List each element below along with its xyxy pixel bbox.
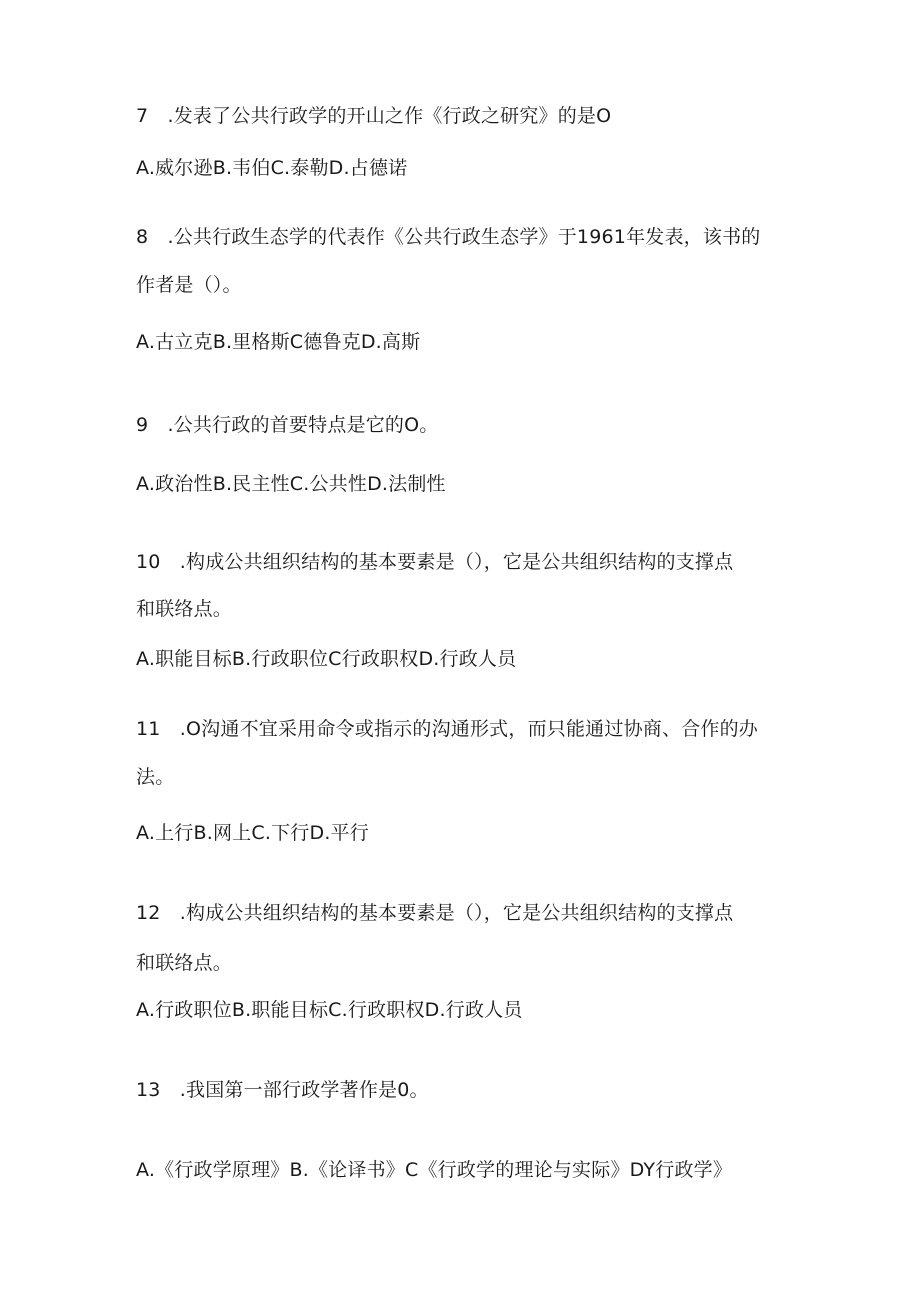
question-12-stem: 12 .构成公共组织结构的基本要素是（），它是公共组织结构的支撑点: [136, 902, 734, 924]
question-11-options: A.上行B.网上C.下行D.平行: [136, 822, 369, 844]
question-7-options: A.威尔逊B.韦伯C.泰勒D.占德诺: [136, 157, 408, 179]
question-7-stem: 7 .发表了公共行政学的开山之作《行政之研究》的是O: [136, 105, 612, 127]
question-8-stem-continued: 作者是（）。: [136, 274, 242, 296]
question-12-stem-continued: 和联络点。: [136, 952, 233, 974]
question-11-stem: 11 .O沟通不宜采用命令或指示的沟通形式，而只能通过协商、合作的办: [136, 718, 758, 740]
question-11-stem-continued: 法。: [136, 766, 175, 788]
question-13-options: A.《行政学原理》B.《论译书》C《行政学的理论与实际》DY行政学》: [136, 1159, 733, 1181]
question-12-options: A.行政职位B.职能目标C.行政职权D.行政人员: [136, 999, 523, 1021]
question-10-stem: 10 .构成公共组织结构的基本要素是（），它是公共组织结构的支撑点: [136, 551, 734, 573]
question-9-stem: 9 .公共行政的首要特点是它的O。: [136, 414, 439, 436]
question-9-options: A.政治性B.民主性C.公共性D.法制性: [136, 473, 446, 495]
question-8-stem: 8 .公共行政生态学的代表作《公共行政生态学》于1961年发表，该书的: [136, 226, 761, 248]
question-10-stem-continued: 和联络点。: [136, 598, 233, 620]
question-8-options: A.古立克B.里格斯C德鲁克D.高斯: [136, 331, 421, 353]
question-10-options: A.职能目标B.行政职位C行政职权D.行政人员: [136, 648, 517, 670]
question-13-stem: 13 .我国第一部行政学著作是0。: [136, 1079, 429, 1101]
